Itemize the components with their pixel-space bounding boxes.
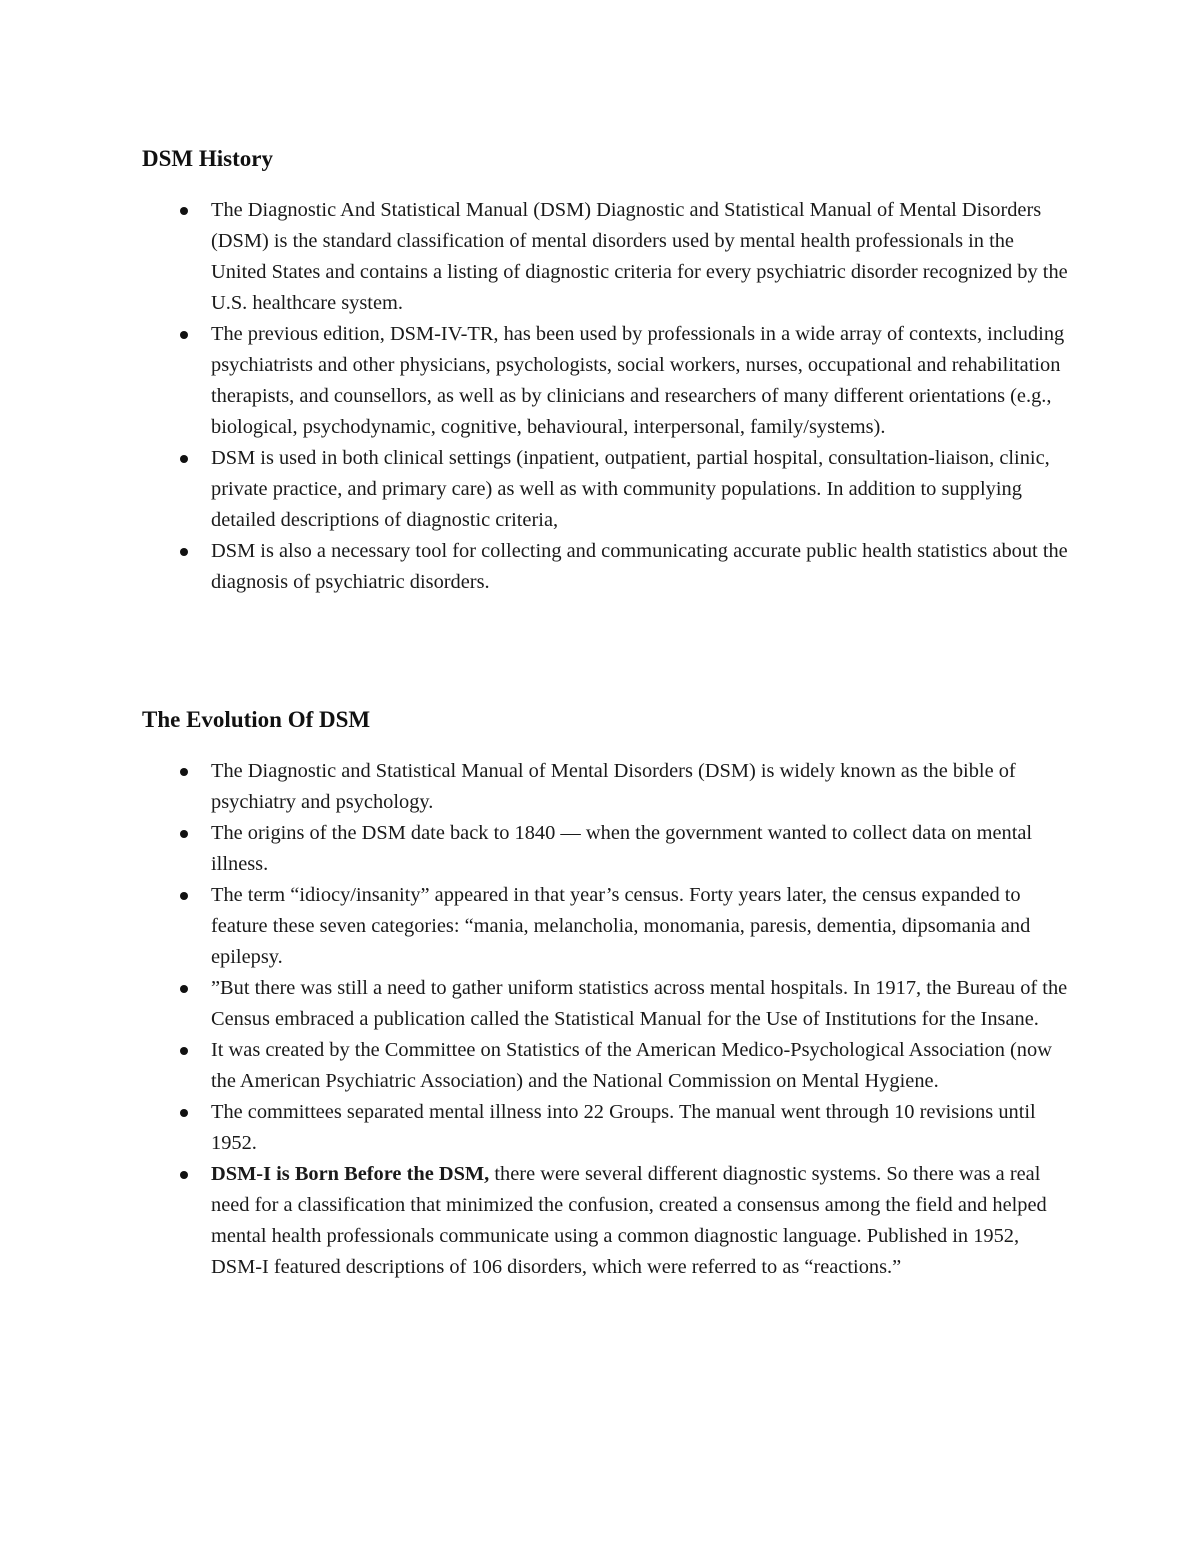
bullet-icon xyxy=(180,331,188,339)
list-item-text: ”But there was still a need to gather uniform statistics across mental hospitals. In 1917, the Bureau of the Census embraced a publication called the Statistical Manual for the Use of Institutions for the Insane. xyxy=(211,977,1068,1030)
bullet-icon xyxy=(180,1109,188,1117)
bullet-icon xyxy=(180,768,188,776)
bullet-icon xyxy=(180,548,188,556)
bullet-icon xyxy=(180,830,188,838)
list-item-text: The origins of the DSM date back to 1840 — when the government wanted to collect data on mental illness. xyxy=(211,822,1033,875)
list-item-text: The previous edition, DSM-IV-TR, has been used by professionals in a wide array of contexts, including psychiatrists and other physicians, psychologists, social workers, nurses, occupational and rehabilitation therapists, and counsellors, as well as by clinicians and researchers of many different orientations (e.g., biological, psychodynamic, cognitive, behavioural, interpersonal, family/systems). xyxy=(211,323,1065,438)
list-item-text: The term “idiocy/insanity” appeared in that year’s census. Forty years later, the census expanded to feature these seven categories: “mania, melancholia, monomania, paresis, dementia, dipsomania and epilepsy. xyxy=(211,884,1031,968)
list-item-text: The Diagnostic And Statistical Manual (DSM) Diagnostic and Statistical Manual of Mental Disorders (DSM) is the standard classification of mental disorders used by mental health professionals in the United States and contains a listing of diagnostic criteria for every psychiatric disorder recognized by the U.S. healthcare system. xyxy=(211,199,1068,314)
list-item xyxy=(142,973,1072,1035)
list-item-text: It was created by the Committee on Statistics of the American Medico-Psychological Association (now the American Psychiatric Association) and the National Commission on Mental Hygiene. xyxy=(211,1039,1052,1092)
bullet-icon xyxy=(180,207,188,215)
list-item xyxy=(142,756,1072,818)
bullet-icon xyxy=(180,1047,188,1055)
list-item xyxy=(142,536,1072,598)
list-item xyxy=(142,818,1072,880)
section-heading: DSM History xyxy=(142,146,273,171)
section-dsm-history xyxy=(142,143,1072,598)
bullet-icon xyxy=(180,892,188,900)
list-item xyxy=(142,1035,1072,1097)
list-item xyxy=(142,1097,1072,1159)
list-item-bold-lead: DSM-I is Born Before the DSM, xyxy=(211,1163,490,1185)
list-item xyxy=(142,1159,1072,1283)
section-evolution-of-dsm xyxy=(142,704,1072,1283)
list-item-text: DSM is also a necessary tool for collecting and communicating accurate public health statistics about the diagnosis of psychiatric disorders. xyxy=(211,540,1068,593)
list-item-text: DSM is used in both clinical settings (inpatient, outpatient, partial hospital, consultation-liaison, clinic, private practice, and primary care) as well as with community populations. In addition to supplying detailed descriptions of diagnostic criteria, xyxy=(211,447,1050,531)
list-item xyxy=(142,319,1072,443)
bullet-icon xyxy=(180,455,188,463)
section-heading: The Evolution Of DSM xyxy=(142,707,371,732)
list-item-text: The committees separated mental illness into 22 Groups. The manual went through 10 revisions until 1952. xyxy=(211,1101,1036,1154)
list-item-text: there were several different diagnostic systems. So there was a real need for a classification that minimized the confusion, created a consensus among the field and helped mental health professionals communicate using a common diagnostic language. Published in 1952, DSM-I featured descriptions of 106 disorders, which were referred to as “reactions.” xyxy=(211,1163,1047,1278)
bullet-icon xyxy=(180,1171,188,1179)
list-item xyxy=(142,880,1072,973)
bullet-list xyxy=(142,756,1072,1283)
bullet-list xyxy=(142,195,1072,598)
list-item xyxy=(142,443,1072,536)
bullet-icon xyxy=(180,985,188,993)
list-item-text: The Diagnostic and Statistical Manual of Mental Disorders (DSM) is widely known as the bible of psychiatry and psychology. xyxy=(211,760,1016,813)
list-item xyxy=(142,195,1072,319)
